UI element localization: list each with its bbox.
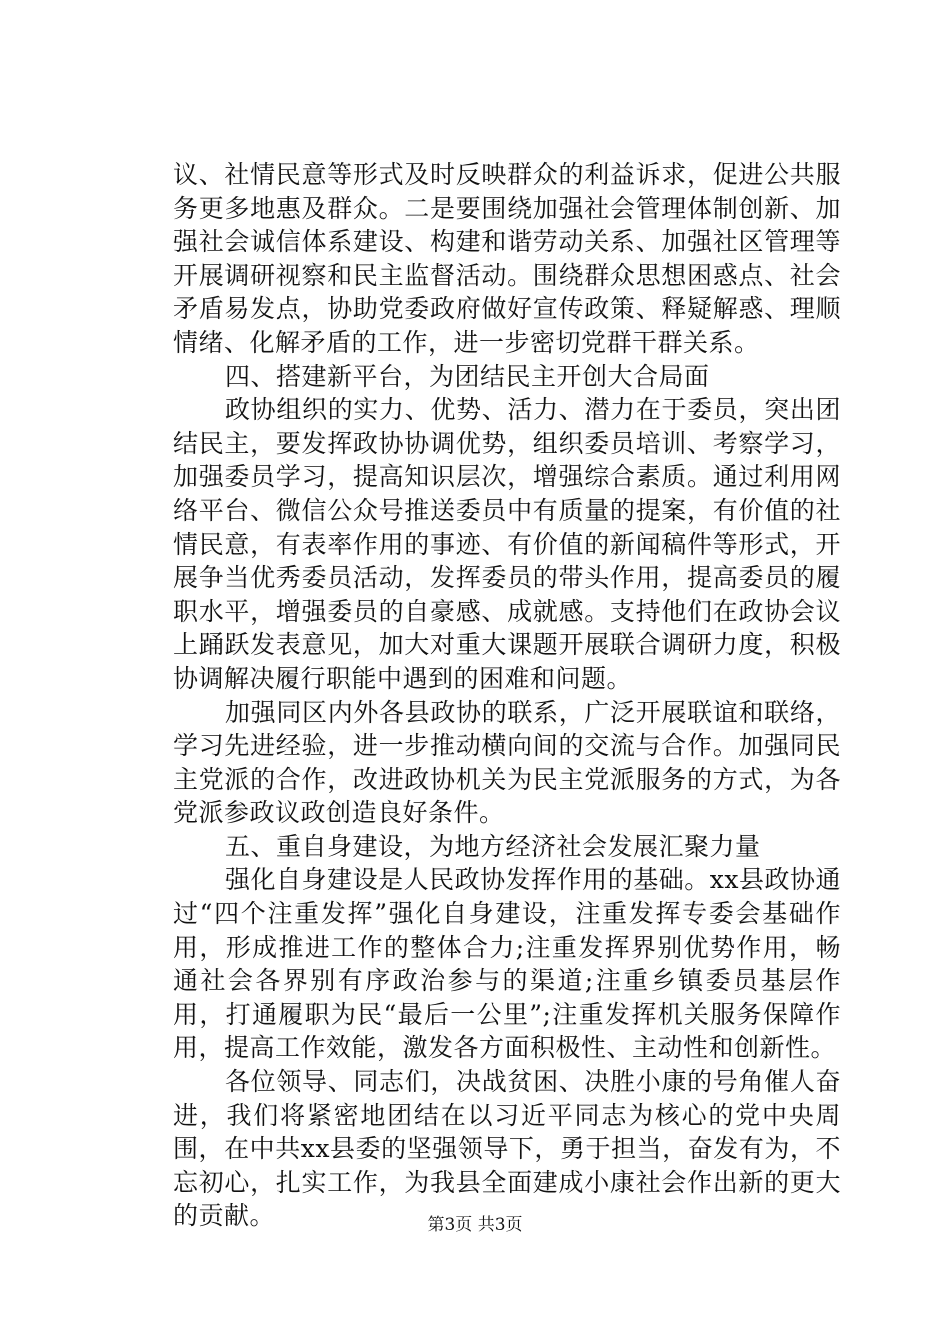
document-body: [173, 158, 841, 1233]
page-number-footer: 第3页 共3页: [427, 1215, 523, 1235]
section-heading-5: 五、重自身建设，为地方经济社会发展汇聚力量: [225, 831, 761, 861]
paragraph-committee-members: 政协组织的实力、优势、活力、潜力在于委员，突出团结民主，要发挥政协协调优势，组织委员培训、考察学习，加强委员学习，提高知识层次，增强综合素质。通过利用网络平台、微信公众号推送委员中有质量的提案，有价值的社情民意，有表率作用的事迹、有价值的新闻稿件等形式，开展争当优秀委员活动，发挥委员的带头作用，提高委员的履职水平，增强委员的自豪感、成就感。支持他们在政协会议上踊跃发表意见，加大对重大课题开展联合调研力度，积极协调解决履行职能中遇到的困难和问题。: [173, 395, 841, 693]
paragraph-continuation: 议、社情民意等形式及时反映群众的利益诉求，促进公共服务更多地惠及群众。二是要围绕加强社会管理体制创新、加强社会诚信体系建设、构建和谐劳动关系、加强社区管理等开展调研视察和民主监督活动。围绕群众思想困惑点、社会矛盾易发点，协助党委政府做好宣传政策、释疑解惑、理顺情绪、化解矛盾的工作，进一步密切党群干群关系。: [173, 160, 841, 357]
paragraph-closing: 各位领导、同志们，决战贫困、决胜小康的号角催人奋进，我们将紧密地团结在以习近平同志为核心的党中央周围，在中共xx县委的坚强领导下，勇于担当，奋发有为，不忘初心，扎实工作，为我县全面建成小康社会作出新的更大的贡献。: [173, 1067, 841, 1231]
paragraph-self-building: 强化自身建设是人民政协发挥作用的基础。xx县政协通过“四个注重发挥”强化自身建设，注重发挥专委会基础作用，形成推进工作的整体合力;注重发挥界别优势作用，畅通社会各界别有序政治参与的渠道;注重乡镇委员基层作用，打通履职为民“最后一公里”;注重发挥机关服务保障作用，提高工作效能，激发各方面积极性、主动性和创新性。: [173, 865, 841, 1063]
section-heading-4: 四、搭建新平台，为团结民主开创大合局面: [225, 361, 710, 391]
paragraph-cooperation: 加强同区内外各县政协的联系，广泛开展联谊和联络，学习先进经验，进一步推动横向间的交流与合作。加强同民主党派的合作，改进政协机关为民主党派服务的方式，为各党派参政议政创造良好条件。: [173, 697, 841, 828]
